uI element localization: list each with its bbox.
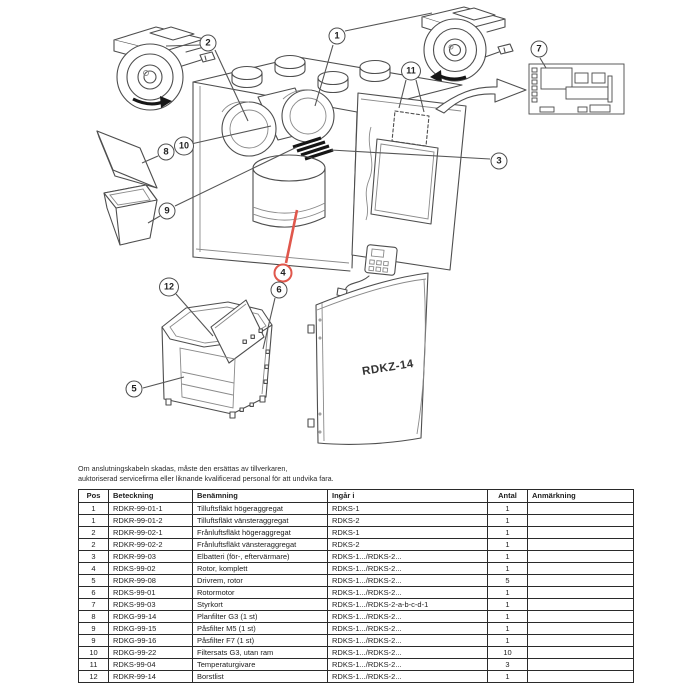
table-row	[79, 671, 634, 683]
cell-beteckning: RDKR-99-01-2	[109, 515, 193, 527]
callout-8: 8	[158, 144, 175, 161]
header-benamning: Benämning	[193, 490, 328, 503]
cell-antal: 1	[488, 623, 528, 635]
cell-benamning: Filtersats G3, utan ram	[193, 647, 328, 659]
cell-anmarkning	[528, 611, 634, 623]
cell-ingar-i: RDKS-1.../RDKS-2...	[328, 659, 488, 671]
cell-anmarkning	[528, 659, 634, 671]
callout-12: 12	[159, 278, 179, 297]
table-row	[79, 635, 634, 647]
cell-antal: 1	[488, 527, 528, 539]
cell-ingar-i: RDKS-1.../RDKS-2...	[328, 647, 488, 659]
callout-7: 7	[531, 41, 548, 58]
spare-parts-table	[78, 489, 634, 683]
table-row	[79, 563, 634, 575]
cell-antal: 1	[488, 503, 528, 515]
cell-beteckning: RDKR-99-01-1	[109, 503, 193, 515]
cell-pos: 9	[79, 635, 109, 647]
table-row	[79, 659, 634, 671]
cell-anmarkning	[528, 503, 634, 515]
cell-benamning: Rotor, komplett	[193, 563, 328, 575]
table-row	[79, 503, 634, 515]
table-row	[79, 515, 634, 527]
cell-ingar-i: RDKS-2	[328, 539, 488, 551]
cell-antal: 1	[488, 515, 528, 527]
cell-pos: 9	[79, 623, 109, 635]
callout-2: 2	[200, 35, 217, 52]
cell-ingar-i: RDKS-1.../RDKS-2...	[328, 623, 488, 635]
cell-antal: 5	[488, 575, 528, 587]
cell-antal: 3	[488, 659, 528, 671]
unit-cabinet-drawing	[193, 56, 466, 272]
cell-pos: 3	[79, 551, 109, 563]
cell-pos: 1	[79, 515, 109, 527]
cell-beteckning: RDKG-99-15	[109, 623, 193, 635]
cell-beteckning: RDKS-99-04	[109, 659, 193, 671]
table-row	[79, 647, 634, 659]
cell-ingar-i: RDKS-1.../RDKS-2...	[328, 575, 488, 587]
header-ingar-i: Ingår i	[328, 490, 488, 503]
cell-anmarkning	[528, 587, 634, 599]
callout-4-highlighted: 4	[274, 264, 293, 283]
cell-ingar-i: RDKS-1	[328, 503, 488, 515]
table-row	[79, 575, 634, 587]
table-row	[79, 599, 634, 611]
table-row	[79, 611, 634, 623]
cell-ingar-i: RDKS-1.../RDKS-2...	[328, 563, 488, 575]
safety-note-line2: auktoriserad servicefirma eller liknande kvalificerad personal för att undvika fara.	[78, 473, 334, 483]
cell-benamning: Rotormotor	[193, 587, 328, 599]
cell-beteckning: RDKS-99-02	[109, 563, 193, 575]
cell-anmarkning	[528, 671, 634, 683]
callout-11: 11	[401, 62, 421, 81]
callout-10: 10	[174, 137, 194, 156]
cell-pos: 1	[79, 503, 109, 515]
control-panel-drawing	[365, 245, 398, 276]
cell-anmarkning	[528, 515, 634, 527]
cell-pos: 11	[79, 659, 109, 671]
open-door-drawing	[352, 93, 466, 270]
cell-pos: 2	[79, 539, 109, 551]
cell-benamning: Frånluftsfläkt vänsteraggregat	[193, 539, 328, 551]
cell-antal: 1	[488, 635, 528, 647]
cell-antal: 1	[488, 539, 528, 551]
cell-beteckning: RDKG-99-16	[109, 635, 193, 647]
safety-note	[78, 464, 558, 483]
cell-benamning: Borstlist	[193, 671, 328, 683]
rotor-cassette-drawing	[162, 300, 272, 418]
cell-benamning: Planfilter G3 (1 st)	[193, 611, 328, 623]
table-row	[79, 539, 634, 551]
cell-anmarkning	[528, 527, 634, 539]
cell-ingar-i: RDKS-1.../RDKS-2...	[328, 551, 488, 563]
callout-5: 5	[126, 381, 143, 398]
flat-filter-drawing	[97, 131, 157, 188]
cell-anmarkning	[528, 623, 634, 635]
cell-benamning: Påsfilter M5 (1 st)	[193, 623, 328, 635]
cell-anmarkning	[528, 551, 634, 563]
cell-beteckning: RDKR-99-03	[109, 551, 193, 563]
header-pos: Pos	[79, 490, 109, 503]
cell-benamning: Tilluftsfläkt högeraggregat	[193, 503, 328, 515]
rotor-drum	[253, 155, 325, 227]
cell-benamning: Tilluftsfläkt vänsteraggregat	[193, 515, 328, 527]
cell-ingar-i: RDKS-1.../RDKS-2...	[328, 671, 488, 683]
table-row	[79, 587, 634, 599]
cell-benamning: Påsfilter F7 (1 st)	[193, 635, 328, 647]
cell-anmarkning	[528, 563, 634, 575]
cell-benamning: Temperaturgivare	[193, 659, 328, 671]
cell-benamning: Elbatteri (för-, eftervärmare)	[193, 551, 328, 563]
cell-beteckning: RDKR-99-08	[109, 575, 193, 587]
supply-fan-drawing	[422, 7, 513, 83]
cell-beteckning: RDKG-99-14	[109, 611, 193, 623]
cell-ingar-i: RDKS-2	[328, 515, 488, 527]
cell-antal: 1	[488, 587, 528, 599]
header-anmarkning: Anmärkning	[528, 490, 634, 503]
circuit-board-drawing	[529, 64, 624, 114]
cell-pos: 12	[79, 671, 109, 683]
cell-pos: 10	[79, 647, 109, 659]
bag-filter-drawing	[104, 185, 157, 245]
cell-beteckning: RDKG-99-22	[109, 647, 193, 659]
cell-anmarkning	[528, 635, 634, 647]
callout-9: 9	[159, 203, 176, 220]
cell-antal: 1	[488, 563, 528, 575]
cell-beteckning: RDKR-99-02-1	[109, 527, 193, 539]
cell-anmarkning	[528, 599, 634, 611]
table-row	[79, 527, 634, 539]
table-row	[79, 551, 634, 563]
safety-note-line1: Om anslutningskabeln skadas, måste den ersättas av tillverkaren,	[78, 464, 288, 473]
cell-antal: 1	[488, 611, 528, 623]
cell-antal: 10	[488, 647, 528, 659]
hinge-pin	[308, 325, 314, 333]
cell-pos: 2	[79, 527, 109, 539]
cell-ingar-i: RDKS-1.../RDKS-2...	[328, 611, 488, 623]
door-model-label: RDKZ-14	[361, 358, 415, 378]
header-antal: Antal	[488, 490, 528, 503]
hinge-pin	[308, 419, 314, 427]
cell-pos: 7	[79, 599, 109, 611]
cell-ingar-i: RDKS-1.../RDKS-2-a-b-c-d-1	[328, 599, 488, 611]
callout-6: 6	[271, 282, 288, 299]
cell-antal: 1	[488, 671, 528, 683]
cell-pos: 6	[79, 587, 109, 599]
cell-pos: 5	[79, 575, 109, 587]
table-row	[79, 623, 634, 635]
cell-ingar-i: RDKS-1.../RDKS-2...	[328, 635, 488, 647]
cell-beteckning: RDKR-99-14	[109, 671, 193, 683]
cell-benamning: Frånluftsfläkt högeraggregat	[193, 527, 328, 539]
cell-benamning: Drivrem, rotor	[193, 575, 328, 587]
callout-3: 3	[491, 153, 508, 170]
header-beteckning: Beteckning	[109, 490, 193, 503]
cell-benamning: Styrkort	[193, 599, 328, 611]
cell-beteckning: RDKS-99-01	[109, 587, 193, 599]
cell-anmarkning	[528, 647, 634, 659]
cell-beteckning: RDKR-99-02-2	[109, 539, 193, 551]
cell-ingar-i: RDKS-1.../RDKS-2...	[328, 587, 488, 599]
cell-antal: 1	[488, 551, 528, 563]
cell-anmarkning	[528, 575, 634, 587]
callout-1: 1	[329, 28, 346, 45]
cell-antal: 1	[488, 599, 528, 611]
cell-anmarkning	[528, 539, 634, 551]
cell-beteckning: RDKS-99-03	[109, 599, 193, 611]
cell-ingar-i: RDKS-1	[328, 527, 488, 539]
cell-pos: 8	[79, 611, 109, 623]
table-header-row	[79, 490, 634, 503]
cell-pos: 4	[79, 563, 109, 575]
